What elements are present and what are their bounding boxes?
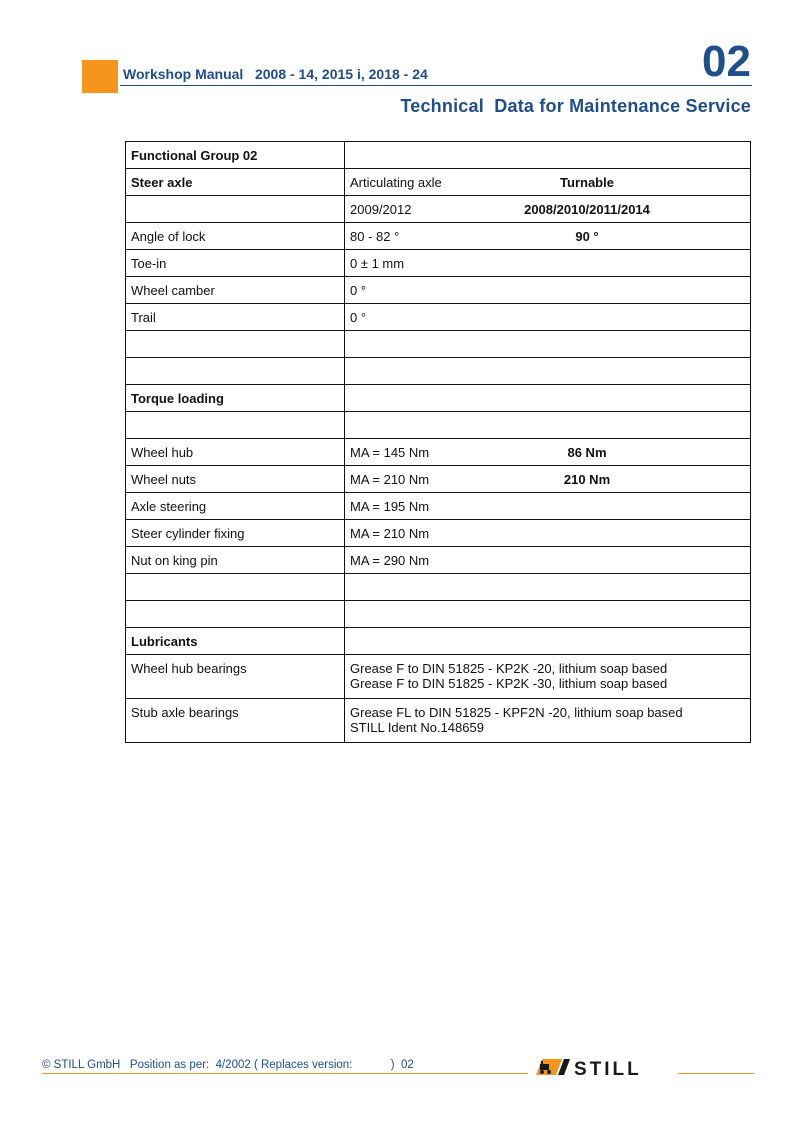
row-values (350, 445, 745, 460)
row-label (126, 331, 345, 358)
table-row (126, 223, 751, 250)
table-row (126, 331, 751, 358)
row-label: Steer cylinder fixing (126, 520, 345, 547)
lubricant-spec (345, 699, 751, 743)
row-value-primary: 80 - 82 ° (350, 228, 400, 244)
row-label (126, 358, 345, 385)
row-value-primary: MA = 290 Nm (350, 552, 430, 568)
lubricant-spec-line: Grease FL to DIN 51825 - KPF2N -20, lithium soap based (350, 705, 683, 720)
row-values (350, 553, 745, 568)
table-row (126, 547, 751, 574)
row-values (350, 202, 745, 217)
brand-square (82, 60, 118, 93)
row-label (126, 196, 345, 223)
row-label: Functional Group 02 (126, 142, 345, 169)
row-value-cell (345, 142, 751, 169)
still-logo-graphic (528, 1057, 678, 1079)
row-value-secondary: 210 Nm (563, 471, 611, 487)
footer-text: © STILL GmbH Position as per: 4/2002 ( Replaces version: ) 02 (42, 1059, 414, 1071)
table-row (126, 277, 751, 304)
row-value-primary: MA = 145 Nm (350, 444, 430, 460)
row-label: Axle steering (126, 493, 345, 520)
row-label (126, 601, 345, 628)
table-row (126, 439, 751, 466)
row-value-cell (345, 439, 751, 466)
row-values (350, 175, 745, 190)
table-row (126, 520, 751, 547)
row-value-cell (345, 331, 751, 358)
row-value-cell (345, 412, 751, 439)
row-value-secondary: Turnable (560, 174, 614, 190)
row-label: Torque loading (126, 385, 345, 412)
row-label: Wheel nuts (126, 466, 345, 493)
row-value-cell (345, 277, 751, 304)
lubricant-label: Stub axle bearings (126, 699, 345, 743)
lubricant-label: Wheel hub bearings (126, 655, 345, 699)
row-value-primary: 0 ° (350, 309, 367, 325)
row-value-primary: Articulating axle (350, 174, 442, 190)
row-label: Wheel hub (126, 439, 345, 466)
row-label: Toe-in (126, 250, 345, 277)
row-values (350, 472, 745, 487)
row-value-cell (345, 196, 751, 223)
row-value-primary: MA = 210 Nm (350, 525, 430, 541)
technical-data-table (125, 141, 751, 743)
row-value-secondary: 2008/2010/2011/2014 (524, 201, 650, 217)
manual-title: Workshop Manual 2008 - 14, 2015 i, 2018 - 24 (123, 66, 428, 82)
row-label (126, 574, 345, 601)
row-value-secondary: 86 Nm (567, 444, 607, 460)
row-label: Trail (126, 304, 345, 331)
table-body (126, 142, 751, 743)
row-values (350, 229, 745, 244)
row-value-primary: MA = 210 Nm (350, 471, 430, 487)
lubricant-spec-line: STILL Ident No.148659 (350, 720, 484, 735)
table-row (126, 250, 751, 277)
header-rule (120, 85, 752, 86)
table-row (126, 628, 751, 655)
row-value-cell (345, 358, 751, 385)
lubricant-spec-line: Grease F to DIN 51825 - KP2K -20, lithium soap based (350, 661, 668, 676)
row-value-primary: 0 ° (350, 282, 367, 298)
row-value-cell (345, 304, 751, 331)
table-row (126, 304, 751, 331)
row-value-cell (345, 547, 751, 574)
page-subtitle: Technical Data for Maintenance Service (400, 96, 751, 116)
table-row (126, 412, 751, 439)
row-value-cell (345, 520, 751, 547)
row-label: Wheel camber (126, 277, 345, 304)
row-label: Steer axle (126, 169, 345, 196)
row-values (350, 283, 745, 298)
row-label (126, 412, 345, 439)
row-value-cell (345, 385, 751, 412)
row-value-cell (345, 169, 751, 196)
row-value-secondary: 90 ° (575, 228, 599, 244)
lubricant-row (126, 699, 751, 743)
table-row (126, 196, 751, 223)
row-value-primary: 2009/2012 (350, 201, 412, 217)
table-row (126, 358, 751, 385)
row-values (350, 256, 745, 271)
table-row (126, 601, 751, 628)
row-value-primary: 0 ± 1 mm (350, 255, 405, 271)
row-label: Angle of lock (126, 223, 345, 250)
table-row (126, 169, 751, 196)
row-value-cell (345, 574, 751, 601)
row-value-primary: MA = 195 Nm (350, 498, 430, 514)
chapter-number: 02 (702, 37, 751, 86)
row-values (350, 526, 745, 541)
row-values (350, 499, 745, 514)
table-row (126, 142, 751, 169)
row-label: Lubricants (126, 628, 345, 655)
row-value-cell (345, 223, 751, 250)
lubricant-spec-line: Grease F to DIN 51825 - KP2K -30, lithium soap based (350, 676, 668, 691)
row-label: Nut on king pin (126, 547, 345, 574)
table-row (126, 574, 751, 601)
row-value-cell (345, 493, 751, 520)
table-row (126, 466, 751, 493)
row-value-cell (345, 628, 751, 655)
row-value-cell (345, 250, 751, 277)
lubricant-spec (345, 655, 751, 699)
lubricant-row (126, 655, 751, 699)
still-logo (528, 1057, 678, 1084)
table-row (126, 493, 751, 520)
row-value-cell (345, 466, 751, 493)
table-row (126, 385, 751, 412)
row-value-cell (345, 601, 751, 628)
row-values (350, 310, 745, 325)
logo-text: STILL (574, 1059, 642, 1079)
